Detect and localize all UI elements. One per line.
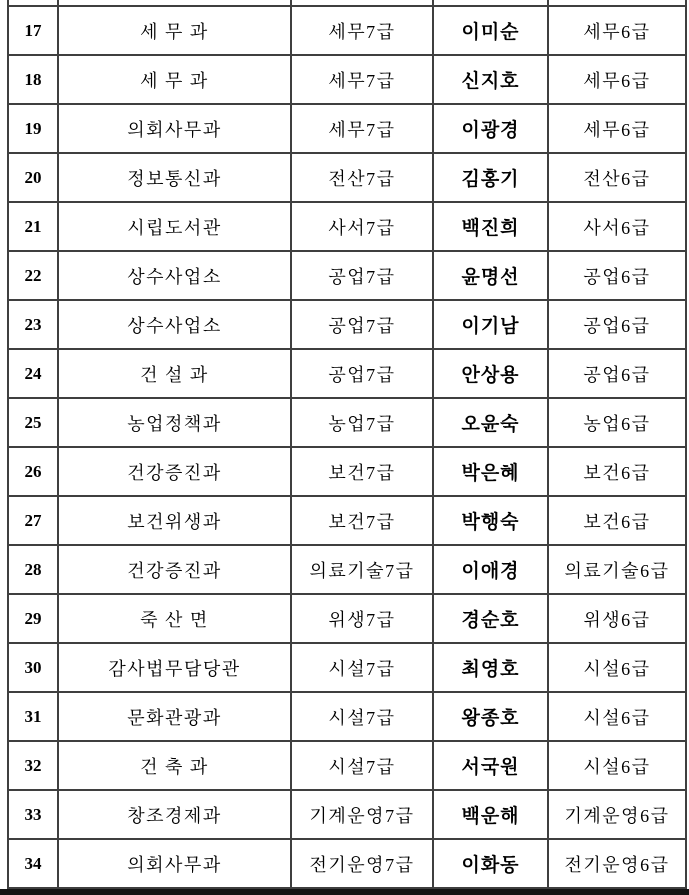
row-number-cell: 31 <box>8 692 58 741</box>
row-number-cell: 34 <box>8 839 58 888</box>
row-number-cell: 20 <box>8 153 58 202</box>
table-row <box>8 251 686 300</box>
new-rank-cell: 시설6급 <box>548 741 686 790</box>
new-rank-cell: 의료기술6급 <box>548 545 686 594</box>
table-row <box>8 643 686 692</box>
current-rank-cell: 보건7급 <box>291 496 433 545</box>
row-number-cell: 30 <box>8 643 58 692</box>
new-rank-cell: 공업6급 <box>548 251 686 300</box>
name-cell: 이미순 <box>433 6 548 55</box>
name-cell: 이화동 <box>433 839 548 888</box>
new-rank-cell: 전산6급 <box>548 153 686 202</box>
current-rank-cell: 공업7급 <box>291 349 433 398</box>
row-number-cell: 27 <box>8 496 58 545</box>
row-number-cell: 28 <box>8 545 58 594</box>
department-cell: 농업정책과 <box>58 398 291 447</box>
table-row <box>8 6 686 55</box>
table-row <box>8 153 686 202</box>
table-row <box>8 349 686 398</box>
name-cell: 최영호 <box>433 643 548 692</box>
department-cell: 문화관광과 <box>58 692 291 741</box>
new-rank-cell: 보건6급 <box>548 447 686 496</box>
table-row <box>8 447 686 496</box>
table-row <box>8 692 686 741</box>
table-row <box>8 790 686 839</box>
current-rank-cell: 전기운영7급 <box>291 839 433 888</box>
name-cell: 오윤숙 <box>433 398 548 447</box>
row-number-cell: 32 <box>8 741 58 790</box>
department-cell: 상수사업소 <box>58 300 291 349</box>
department-cell: 세 무 과 <box>58 55 291 104</box>
new-rank-cell: 보건6급 <box>548 496 686 545</box>
name-cell: 박행숙 <box>433 496 548 545</box>
new-rank-cell: 세무6급 <box>548 104 686 153</box>
name-cell: 박은혜 <box>433 447 548 496</box>
department-cell: 보건위생과 <box>58 496 291 545</box>
current-rank-cell: 사서7급 <box>291 202 433 251</box>
table-row <box>8 839 686 888</box>
department-cell: 의회사무과 <box>58 839 291 888</box>
department-cell: 의회사무과 <box>58 104 291 153</box>
current-rank-cell: 시설7급 <box>291 692 433 741</box>
new-rank-cell: 공업6급 <box>548 349 686 398</box>
page-bottom-edge <box>0 889 689 895</box>
department-cell: 세 무 과 <box>58 6 291 55</box>
current-rank-cell: 시설7급 <box>291 643 433 692</box>
department-cell: 시립도서관 <box>58 202 291 251</box>
row-number-cell: 29 <box>8 594 58 643</box>
new-rank-cell: 시설6급 <box>548 643 686 692</box>
name-cell: 이광경 <box>433 104 548 153</box>
department-cell: 감사법무담당관 <box>58 643 291 692</box>
new-rank-cell: 기계운영6급 <box>548 790 686 839</box>
current-rank-cell: 공업7급 <box>291 251 433 300</box>
row-number-cell: 18 <box>8 55 58 104</box>
department-cell: 건 설 과 <box>58 349 291 398</box>
row-number-cell: 17 <box>8 6 58 55</box>
table-row <box>8 104 686 153</box>
name-cell: 백운해 <box>433 790 548 839</box>
table-row <box>8 300 686 349</box>
row-number-cell: 24 <box>8 349 58 398</box>
row-number-cell: 23 <box>8 300 58 349</box>
new-rank-cell: 세무6급 <box>548 55 686 104</box>
table-row <box>8 55 686 104</box>
department-cell: 건강증진과 <box>58 545 291 594</box>
current-rank-cell: 시설7급 <box>291 741 433 790</box>
table-row <box>8 496 686 545</box>
row-number-cell: 33 <box>8 790 58 839</box>
new-rank-cell: 공업6급 <box>548 300 686 349</box>
current-rank-cell: 세무7급 <box>291 6 433 55</box>
table-body <box>8 0 686 888</box>
name-cell: 이기남 <box>433 300 548 349</box>
current-rank-cell: 의료기술7급 <box>291 545 433 594</box>
table-row <box>8 202 686 251</box>
current-rank-cell: 세무7급 <box>291 104 433 153</box>
current-rank-cell: 위생7급 <box>291 594 433 643</box>
new-rank-cell: 위생6급 <box>548 594 686 643</box>
current-rank-cell: 전산7급 <box>291 153 433 202</box>
promotion-table <box>7 0 687 889</box>
name-cell: 김홍기 <box>433 153 548 202</box>
table-row <box>8 545 686 594</box>
name-cell: 안상용 <box>433 349 548 398</box>
row-number-cell: 21 <box>8 202 58 251</box>
department-cell: 창조경제과 <box>58 790 291 839</box>
name-cell: 경순호 <box>433 594 548 643</box>
row-number-cell: 26 <box>8 447 58 496</box>
new-rank-cell: 사서6급 <box>548 202 686 251</box>
department-cell: 건 축 과 <box>58 741 291 790</box>
new-rank-cell: 시설6급 <box>548 692 686 741</box>
name-cell: 왕종호 <box>433 692 548 741</box>
current-rank-cell: 기계운영7급 <box>291 790 433 839</box>
table-row <box>8 741 686 790</box>
current-rank-cell: 세무7급 <box>291 55 433 104</box>
name-cell: 백진희 <box>433 202 548 251</box>
table-row <box>8 594 686 643</box>
department-cell: 죽 산 면 <box>58 594 291 643</box>
name-cell: 서국원 <box>433 741 548 790</box>
department-cell: 정보통신과 <box>58 153 291 202</box>
row-number-cell: 25 <box>8 398 58 447</box>
new-rank-cell: 세무6급 <box>548 6 686 55</box>
new-rank-cell: 농업6급 <box>548 398 686 447</box>
department-cell: 상수사업소 <box>58 251 291 300</box>
current-rank-cell: 보건7급 <box>291 447 433 496</box>
row-number-cell: 22 <box>8 251 58 300</box>
new-rank-cell: 전기운영6급 <box>548 839 686 888</box>
current-rank-cell: 공업7급 <box>291 300 433 349</box>
row-number-cell: 19 <box>8 104 58 153</box>
name-cell: 신지호 <box>433 55 548 104</box>
name-cell: 윤명선 <box>433 251 548 300</box>
table-row <box>8 398 686 447</box>
current-rank-cell: 농업7급 <box>291 398 433 447</box>
name-cell: 이애경 <box>433 545 548 594</box>
department-cell: 건강증진과 <box>58 447 291 496</box>
